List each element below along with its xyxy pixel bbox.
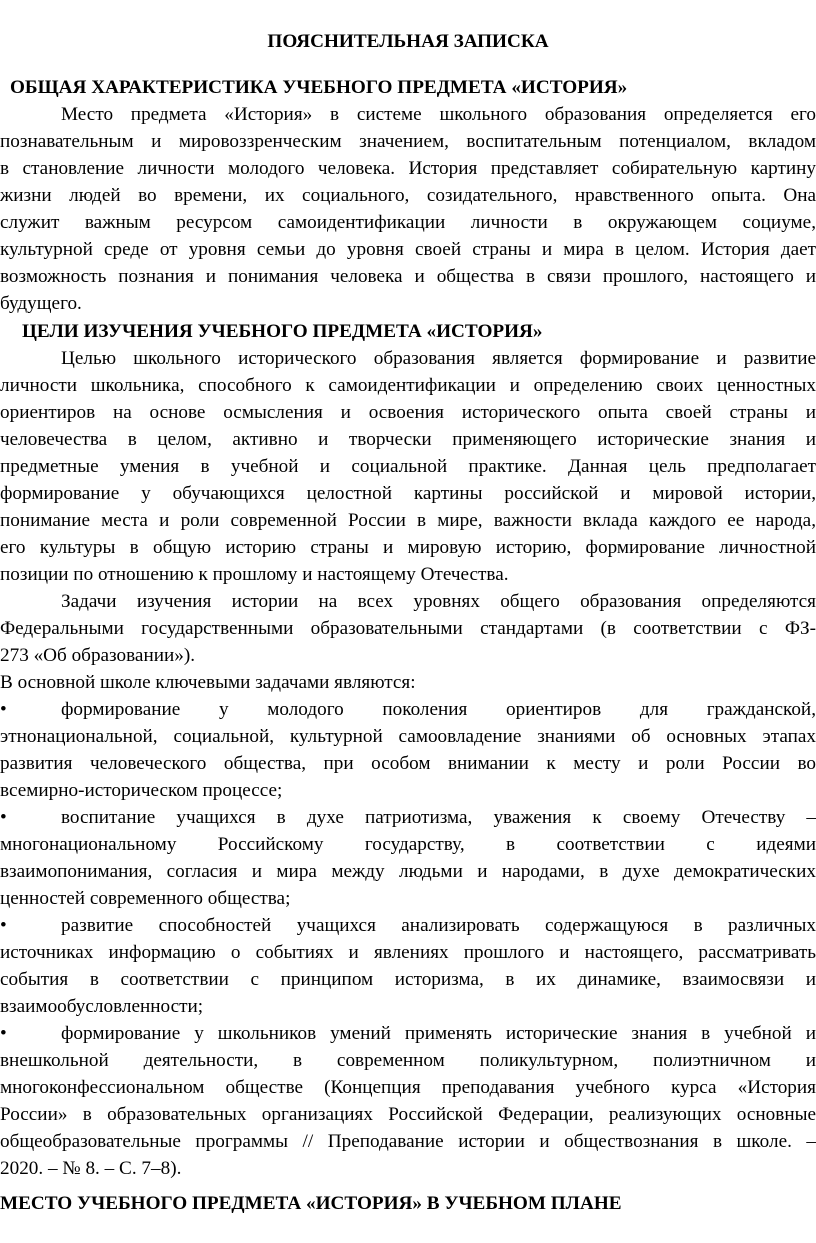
paragraph-line: предметные умения в учебной и социальной практике. Данная цель предполагает — [0, 456, 816, 477]
bullet-line: внешкольной деятельности, в современном поликультурном, полиэтничном и — [0, 1050, 816, 1071]
page-title: ПОЯСНИТЕЛЬНАЯ ЗАПИСКА — [267, 31, 549, 52]
bullet-line: взаимопонимания, согласия и мира между людьми и народами, в духе демократических — [0, 861, 816, 882]
bullet-line: развития человеческого общества, при особом внимании к месту и роли России во — [0, 753, 816, 774]
paragraph-line: ориентиров на основе осмысления и освоения исторического опыта своей страны и — [0, 402, 816, 423]
paragraph-line: его культуры в общую историю страны и мировую историю, формирование личностной — [0, 537, 816, 558]
tasks-intro: В основной школе ключевыми задачами являются: — [0, 672, 416, 693]
paragraph-line: 273 «Об образовании»). — [0, 645, 196, 666]
bullet-line: формирование у молодого поколения ориентиров для гражданской, — [61, 699, 816, 720]
paragraph-line: личности школьника, способного к самоидентификации и определению своих ценностных — [0, 375, 816, 396]
paragraph-line: понимание места и роли современной России в мире, важности вклада каждого ее народа, — [0, 510, 816, 531]
paragraph-line: возможность познания и понимания человека и общества в связи прошлого, настоящего и — [0, 266, 816, 287]
paragraph-line: формирование у обучающихся целостной картины российской и мировой истории, — [0, 483, 816, 504]
section-heading-goals: ЦЕЛИ ИЗУЧЕНИЯ УЧЕБНОГО ПРЕДМЕТА «ИСТОРИЯ» — [22, 321, 543, 342]
bullet-line: ценностей современного общества; — [0, 888, 291, 909]
paragraph-line: служит важным ресурсом самоидентификации личности в окружающем социуме, — [0, 212, 816, 233]
paragraph-line: Федеральными государственными образовательными стандартами (в соответствии с ФЗ- — [0, 618, 816, 639]
section-heading-place: МЕСТО УЧЕБНОГО ПРЕДМЕТА «ИСТОРИЯ» В УЧЕБНОМ ПЛАНЕ — [0, 1193, 622, 1214]
bullet-line: этнонациональной, социальной, культурной самоовладение знаниями об основных этапах — [0, 726, 816, 747]
bullet-icon: • — [0, 915, 7, 936]
bullet-line: 2020. – № 8. – С. 7–8). — [0, 1158, 182, 1179]
bullet-line: развитие способностей учащихся анализировать содержащуюся в различных — [61, 915, 816, 936]
bullet-line: общеобразовательные программы // Преподавание истории и обществознания в школе. – — [0, 1131, 816, 1152]
paragraph-line: Целью школьного исторического образования является формирование и развитие — [61, 348, 816, 369]
bullet-icon: • — [0, 1023, 7, 1044]
section-heading-characteristics: ОБЩАЯ ХАРАКТЕРИСТИКА УЧЕБНОГО ПРЕДМЕТА «ИСТОРИЯ» — [10, 77, 628, 98]
bullet-icon: • — [0, 807, 7, 828]
paragraph-line: культурной среде от уровня семьи до уровня своей страны и мира в целом. История дает — [0, 239, 816, 260]
paragraph-line: Место предмета «История» в системе школьного образования определяется его — [61, 104, 816, 125]
bullet-icon: • — [0, 699, 7, 720]
paragraph-line: Задачи изучения истории на всех уровнях общего образования определяются — [61, 591, 816, 612]
bullet-line: взаимообусловленности; — [0, 996, 204, 1017]
paragraph-line: человечества в целом, активно и творчески применяющего исторические знания и — [0, 429, 816, 450]
bullet-line: источниках информацию о событиях и явлениях прошлого и настоящего, рассматривать — [0, 942, 816, 963]
paragraph-line: познавательным и мировоззренческим значением, воспитательным потенциалом, вкладом — [0, 131, 816, 152]
bullet-line: события в соответствии с принципом историзма, в их динамике, взаимосвязи и — [0, 969, 816, 990]
paragraph-line: позиции по отношению к прошлому и настоящему Отечества. — [0, 564, 509, 585]
bullet-line: воспитание учащихся в духе патриотизма, уважения к своему Отечеству – — [61, 807, 816, 828]
bullet-line: России» в образовательных организациях Российской Федерации, реализующих основные — [0, 1104, 816, 1125]
paragraph-line: в становление личности молодого человека. История представляет собирательную картину — [0, 158, 816, 179]
paragraph-line: будущего. — [0, 293, 82, 314]
paragraph-line: жизни людей во времени, их социального, созидательного, нравственного опыта. Она — [0, 185, 816, 206]
bullet-line: формирование у школьников умений применять исторические знания в учебной и — [61, 1023, 816, 1044]
bullet-line: многоконфессиональном обществе (Концепция преподавания учебного курса «История — [0, 1077, 816, 1098]
bullet-line: многонациональному Российскому государству, в соответствии с идеями — [0, 834, 816, 855]
bullet-line: всемирно-историческом процессе; — [0, 780, 283, 801]
